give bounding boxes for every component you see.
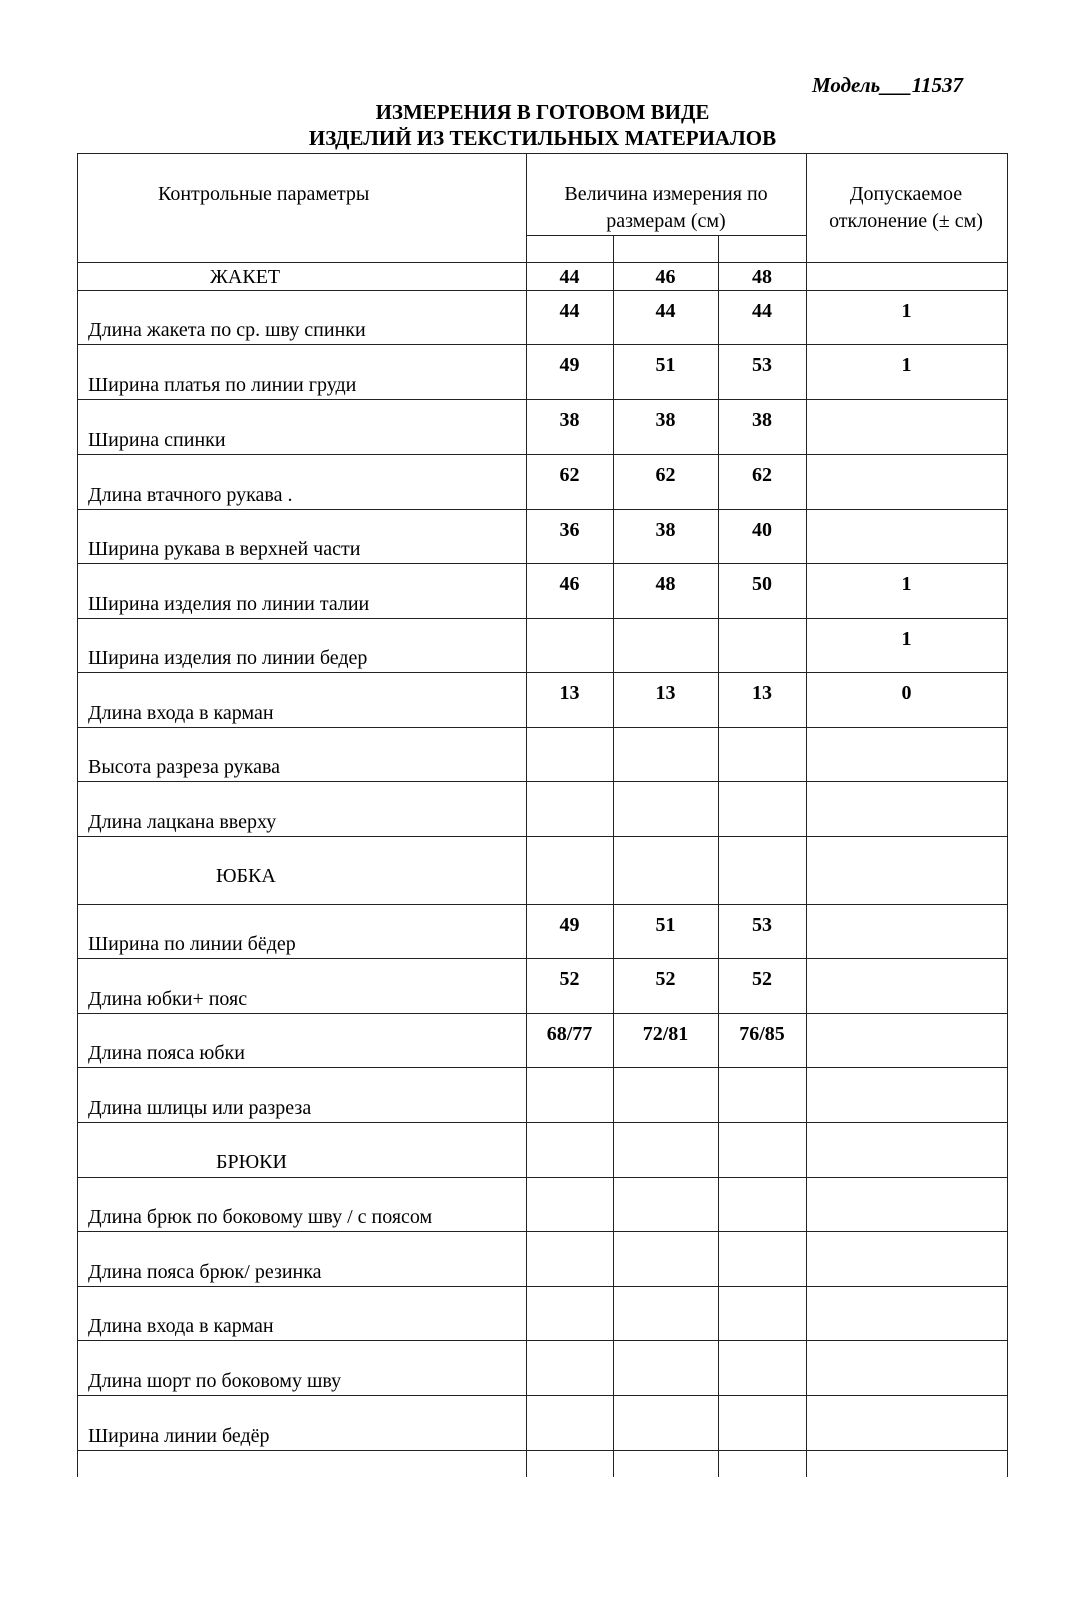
tolerance-value: 1	[901, 354, 912, 376]
size-value: 52	[655, 968, 676, 990]
size-value: 76/85	[739, 1023, 785, 1045]
column-header-tolerance-line-2: отклонение (± см)	[829, 210, 983, 232]
size-value: 46	[559, 573, 580, 595]
size-value: 50	[752, 573, 772, 595]
row-divider	[77, 454, 1007, 455]
row-divider	[77, 618, 1007, 619]
row-divider	[77, 1450, 1007, 1451]
column-divider	[806, 153, 807, 1477]
row-divider	[77, 958, 1007, 959]
parameter-label: Длина входа в карман	[88, 1315, 274, 1337]
size-value: 44	[655, 300, 676, 322]
size-value: 68/77	[546, 1023, 593, 1045]
parameter-label: Длина втачного рукава .	[88, 484, 293, 506]
column-header-sizes-line-2: размерам (см)	[606, 210, 726, 232]
tolerance-value: 1	[901, 300, 912, 322]
parameter-label: Высота разреза рукава	[88, 756, 281, 778]
row-divider	[77, 1013, 1007, 1014]
document-title-line-1: ИЗМЕРЕНИЯ В ГОТОВОМ ВИДЕ	[375, 100, 710, 124]
row-divider	[77, 1122, 1007, 1123]
parameter-label: Ширина платья по линии груди	[88, 374, 357, 396]
parameter-label: Длина юбки+ пояс	[88, 988, 248, 1010]
size-value: 51	[655, 914, 676, 936]
size-value: 13	[752, 682, 772, 704]
parameter-label: Ширина изделия по линии талии	[88, 593, 370, 615]
size-value: 38	[655, 409, 676, 431]
section-heading: ЮБКА	[216, 865, 276, 887]
size-value: 52	[559, 968, 580, 990]
size-value: 62	[655, 464, 676, 486]
row-divider	[77, 1067, 1007, 1068]
row-divider	[77, 904, 1007, 905]
size-value: 13	[655, 682, 676, 704]
row-divider	[77, 727, 1007, 728]
parameter-label: Длина шлицы или разреза	[88, 1097, 312, 1119]
section-heading: ЖАКЕТ	[210, 266, 281, 288]
size-value: 46	[655, 266, 676, 288]
tolerance-value: 1	[901, 573, 912, 595]
table-border-right	[1007, 153, 1008, 1477]
size-value: 62	[752, 464, 772, 486]
size-value: 44	[752, 300, 772, 322]
parameter-label: Длина шорт по боковому шву	[88, 1370, 342, 1392]
size-value: 53	[752, 354, 772, 376]
section-heading: БРЮКИ	[216, 1151, 287, 1173]
size-value: 52	[752, 968, 772, 990]
column-divider	[526, 153, 527, 1477]
row-divider	[77, 262, 1007, 263]
parameter-label: Ширина рукава в верхней части	[88, 538, 361, 560]
size-value: 53	[752, 914, 772, 936]
parameter-label: Ширина линии бедёр	[88, 1425, 270, 1447]
parameter-label: Ширина изделия по линии бедер	[88, 647, 368, 669]
size-value: 40	[752, 519, 772, 541]
size-value: 38	[559, 409, 580, 431]
size-value: 51	[655, 354, 676, 376]
table-border-left	[77, 153, 78, 1477]
row-divider	[77, 781, 1007, 782]
row-divider	[77, 1395, 1007, 1396]
document-title-line-2: ИЗДЕЛИЙ ИЗ ТЕКСТИЛЬНЫХ МАТЕРИАЛОВ	[308, 126, 777, 150]
row-divider	[77, 672, 1007, 673]
row-divider	[77, 1177, 1007, 1178]
parameter-label: Ширина по линии бёдер	[88, 933, 296, 955]
size-value: 38	[655, 519, 676, 541]
column-header-sizes-line-1: Величина измерения по	[564, 183, 768, 205]
size-value: 72/81	[642, 1023, 689, 1045]
parameter-label: Длина брюк по боковому шву / с поясом	[88, 1206, 433, 1228]
parameter-label: Длина пояса юбки	[88, 1042, 245, 1064]
parameter-label: Ширина спинки	[88, 429, 226, 451]
parameter-label: Длина жакета по ср. шву спинки	[88, 319, 366, 341]
row-divider	[77, 290, 1007, 291]
row-divider	[77, 399, 1007, 400]
row-divider	[77, 563, 1007, 564]
parameter-label: Длина входа в карман	[88, 702, 274, 724]
size-value: 48	[655, 573, 676, 595]
model-number: Модель___11537	[812, 73, 964, 97]
parameter-label: Длина лацкана вверху	[88, 811, 277, 833]
size-value: 44	[559, 300, 580, 322]
row-divider	[77, 836, 1007, 837]
parameter-label: Длина пояса брюк/ резинка	[88, 1261, 322, 1283]
size-value: 49	[559, 354, 580, 376]
size-value: 38	[752, 409, 772, 431]
size-value: 44	[559, 266, 580, 288]
size-value: 36	[559, 519, 580, 541]
row-divider	[77, 344, 1007, 345]
row-divider	[77, 1286, 1007, 1287]
tolerance-value: 1	[901, 628, 912, 650]
tolerance-value: 0	[901, 682, 912, 704]
row-divider	[77, 1340, 1007, 1341]
size-value: 48	[752, 266, 772, 288]
row-divider	[77, 1231, 1007, 1232]
column-header-tolerance-line-1: Допускаемое	[849, 183, 963, 205]
row-divider	[77, 509, 1007, 510]
column-header-parameters: Контрольные параметры	[158, 183, 370, 205]
size-value: 13	[559, 682, 580, 704]
table-border-top	[77, 153, 1007, 154]
size-value: 49	[559, 914, 580, 936]
header-subrow-divider	[526, 235, 806, 236]
size-value: 62	[559, 464, 580, 486]
